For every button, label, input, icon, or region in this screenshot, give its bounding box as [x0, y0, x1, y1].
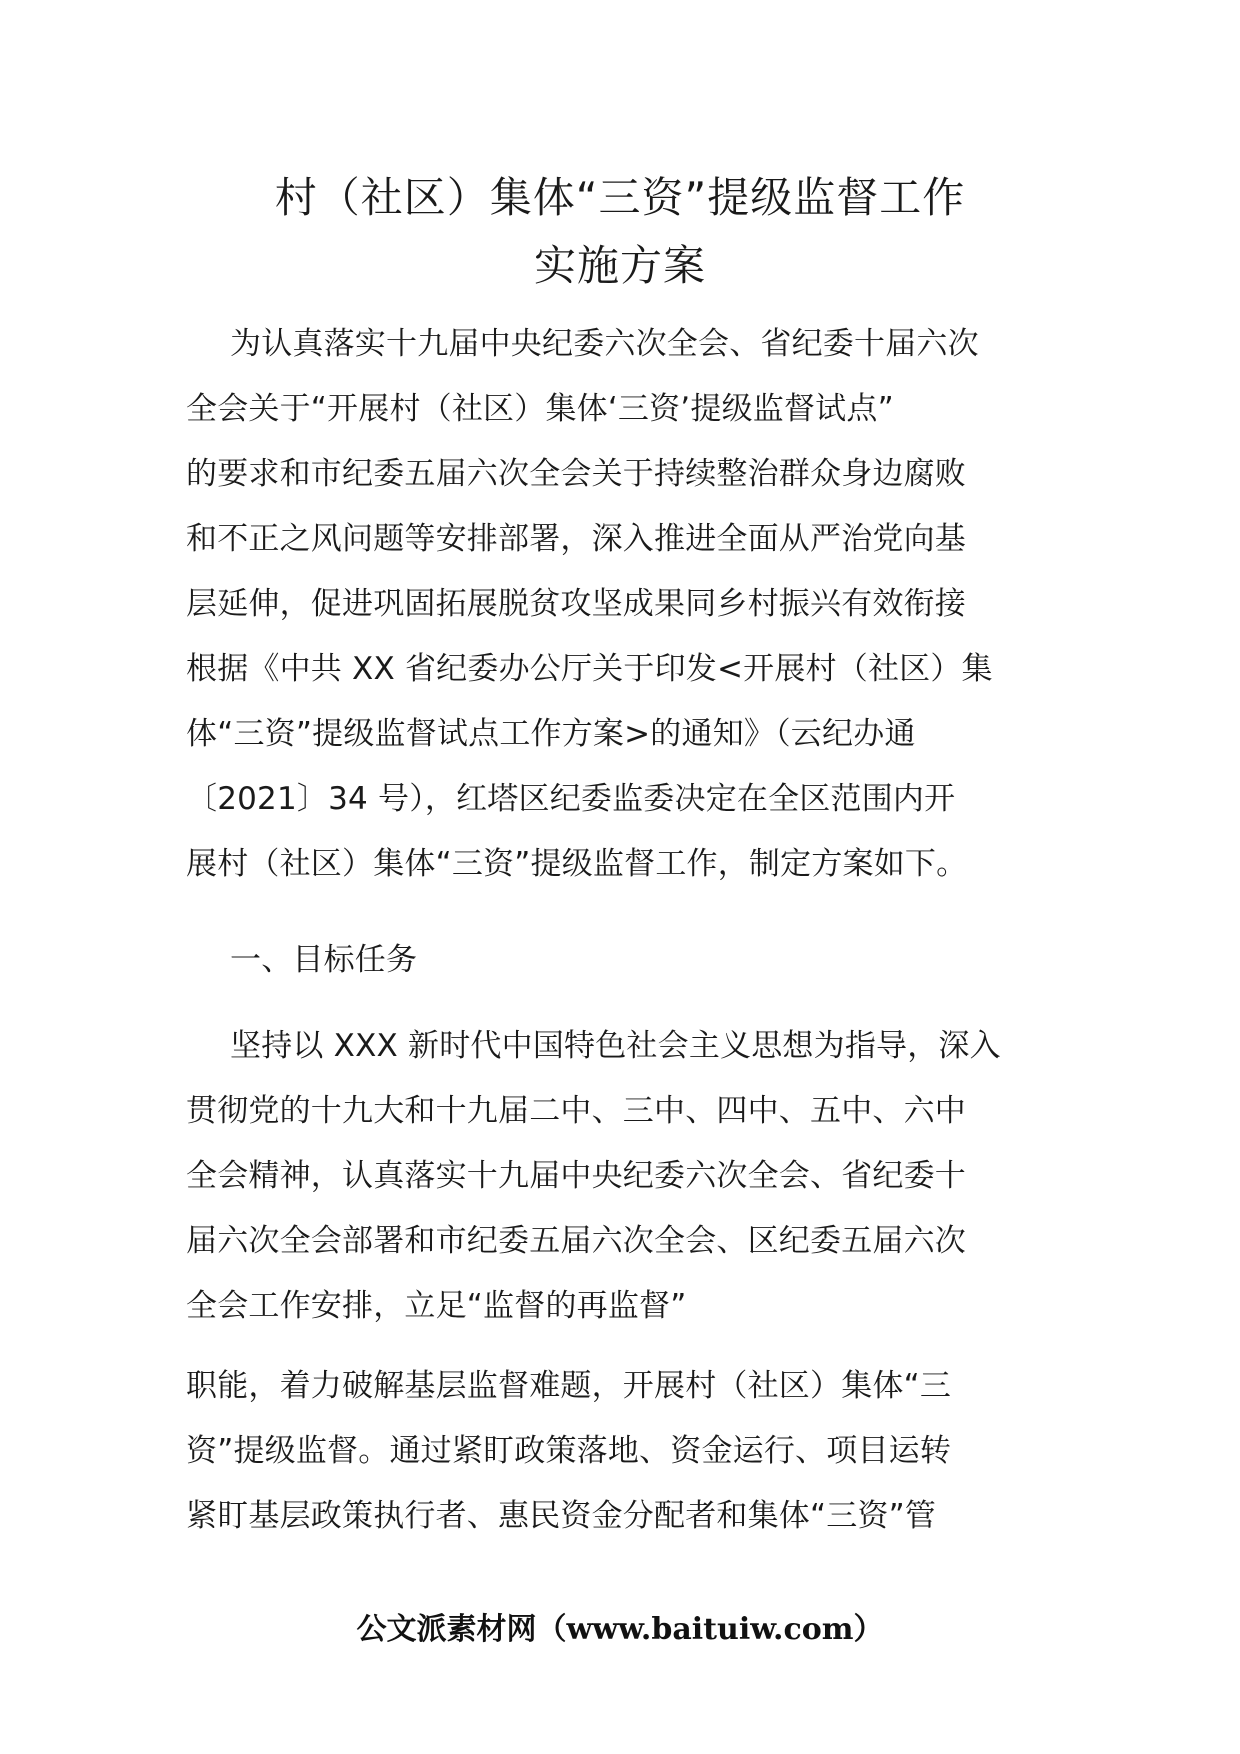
- text-line: 贯彻党的十九大和十九届二中、三中、四中、五中、六中: [186, 1093, 966, 1129]
- text-line: 资”提级监督。通过紧盯政策落地、资金运行、项目运转: [186, 1433, 952, 1469]
- text-line: 为认真落实十九届中央纪委六次全会、省纪委十届六次: [230, 326, 979, 362]
- text-line: 坚持以 XXX 新时代中国特色社会主义思想为指导，深入: [230, 1028, 1001, 1064]
- section-heading-text: 一、目标任务: [230, 942, 418, 978]
- text-line: 展村（社区）集体“三资”提级监督工作，制定方案如下。: [186, 846, 968, 882]
- text-line: 体“三资”提级监督试点工作方案>的通知》（云纪办通: [186, 716, 916, 752]
- document-title-line-2: 实施方案: [533, 241, 706, 290]
- paragraph-goals: [186, 1014, 1056, 1339]
- text-line: 根据《中共 XX 省纪委办公厅关于印发<开展村（社区）集: [186, 651, 993, 687]
- text-line: 届六次全会部署和市纪委五届六次全会、区纪委五届六次: [186, 1223, 966, 1259]
- text-line: 的要求和市纪委五届六次全会关于持续整治群众身边腐败: [186, 456, 966, 492]
- section-heading-goals: [186, 928, 1056, 993]
- paragraph-goals-continued: [186, 1354, 1056, 1549]
- text-line: 〔2021〕34 号），红塔区纪委监委决定在全区范围内开: [186, 781, 956, 817]
- document-title-line-1: 村（社区）集体“三资”提级监督工作: [274, 173, 966, 222]
- text-line: 紧盯基层政策执行者、惠民资金分配者和集体“三资”管: [186, 1498, 937, 1534]
- text-line: 全会关于“开展村（社区）集体‘三资’提级监督试点”: [186, 391, 894, 427]
- text-line: 全会精神，认真落实十九届中央纪委六次全会、省纪委十: [186, 1158, 966, 1194]
- paragraph-intro: [186, 312, 1056, 897]
- text-line: 职能，着力破解基层监督难题，开展村（社区）集体“三: [186, 1368, 952, 1404]
- footer-watermark: 公文派素材网（www.baituiw.com）: [356, 1612, 884, 1647]
- text-line: 和不正之风问题等安排部署，深入推进全面从严治党向基: [186, 521, 966, 557]
- text-line: 层延伸，促进巩固拓展脱贫攻坚成果同乡村振兴有效衔接: [186, 586, 966, 622]
- text-line: 全会工作安排，立足“监督的再监督”: [186, 1288, 687, 1324]
